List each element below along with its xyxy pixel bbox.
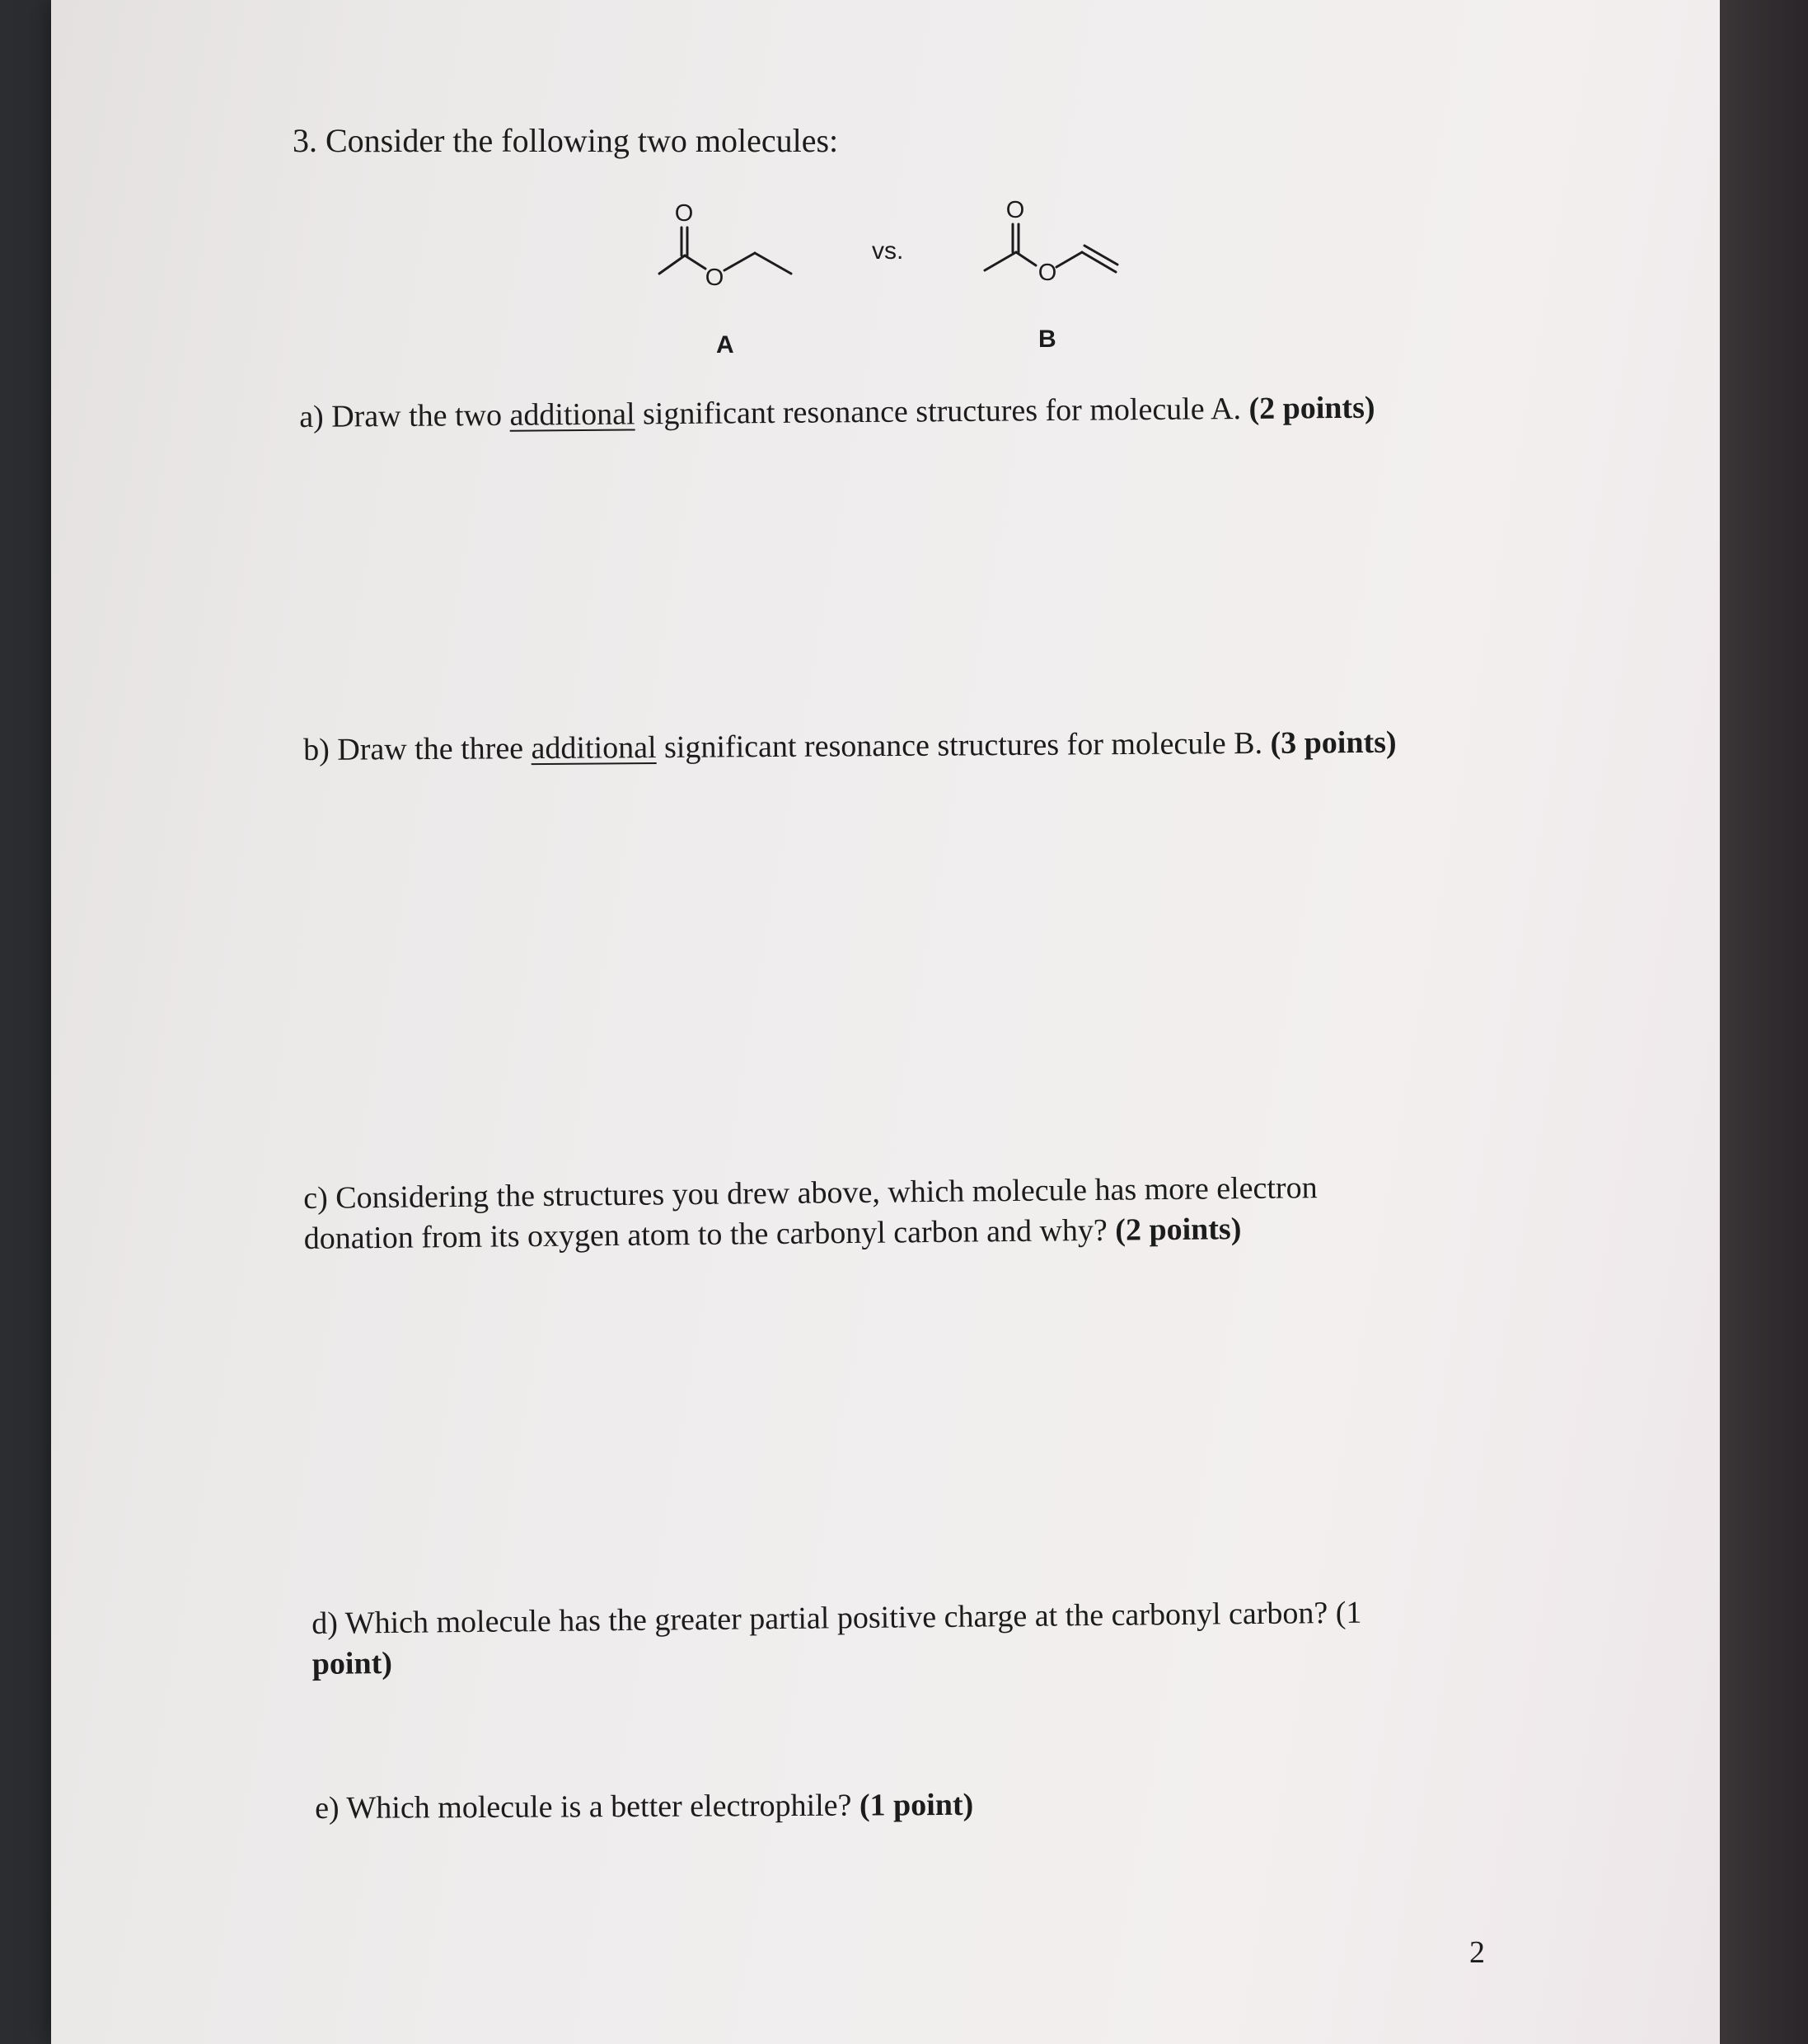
part-d-line1: d) Which molecule has the greater partial positive charge at the carbonyl carbon? (1 <box>311 1595 1362 1641</box>
question-title: 3. Consider the following two molecules: <box>293 122 839 159</box>
worksheet-page <box>51 0 1720 2044</box>
versus-label: vs. <box>872 237 904 265</box>
part-a-underline: additional <box>509 396 635 433</box>
molecule-b-structure <box>972 195 1121 293</box>
part-e-points: (1 point) <box>859 1787 974 1823</box>
part-b-points: (3 points) <box>1270 724 1397 761</box>
part-a-text-cont: significant resonance structures for molecule A. <box>635 391 1249 432</box>
molecule-b-ester-bond <box>1016 252 1036 265</box>
page-number: 2 <box>1469 1935 1485 1970</box>
part-e-text: e) Which molecule is a better electrophile? <box>315 1788 860 1826</box>
molecule-a-ethyl-bond-1 <box>724 253 755 270</box>
part-b-underline: additional <box>531 730 657 766</box>
part-b-text: b) Draw the three <box>303 731 532 767</box>
molecule-a-ester-oxygen: O <box>705 265 724 291</box>
molecule-a-methyl-bond <box>659 256 685 274</box>
part-a-text: a) Draw the two <box>299 397 510 434</box>
screen-edge <box>1720 0 1808 2044</box>
molecule-b-ester-oxygen: O <box>1037 260 1057 286</box>
part-c-points: (2 points) <box>1115 1212 1242 1248</box>
question-part-d <box>311 1593 1362 1685</box>
part-b-text-cont: significant resonance structures for molecule B. <box>656 725 1271 766</box>
part-c-line1: c) Considering the structures you drew above, which molecule has more electron <box>303 1170 1318 1216</box>
question-part-c <box>303 1168 1318 1259</box>
question-part-b <box>303 723 1397 771</box>
molecule-b-vinyl-bond <box>1056 252 1082 267</box>
molecule-a-ester-bond <box>685 256 705 269</box>
part-a-points: (2 points) <box>1248 390 1375 426</box>
molecule-a-ethyl-bond-2 <box>755 253 791 274</box>
molecule-b-vinyl-double-2 <box>1084 246 1117 265</box>
molecule-a-label: A <box>716 331 734 359</box>
molecule-b-carbonyl-oxygen: O <box>1005 197 1025 223</box>
molecule-a-structure <box>651 198 799 297</box>
molecule-b-label: B <box>1038 326 1056 353</box>
part-d-line2: point) <box>311 1645 393 1681</box>
part-c-line2: donation from its oxygen atom to the carbonyl carbon and why? <box>303 1212 1116 1256</box>
molecule-a-carbonyl-oxygen: O <box>674 200 694 227</box>
question-part-e <box>315 1785 973 1829</box>
molecule-b-methyl-bond <box>985 252 1016 270</box>
